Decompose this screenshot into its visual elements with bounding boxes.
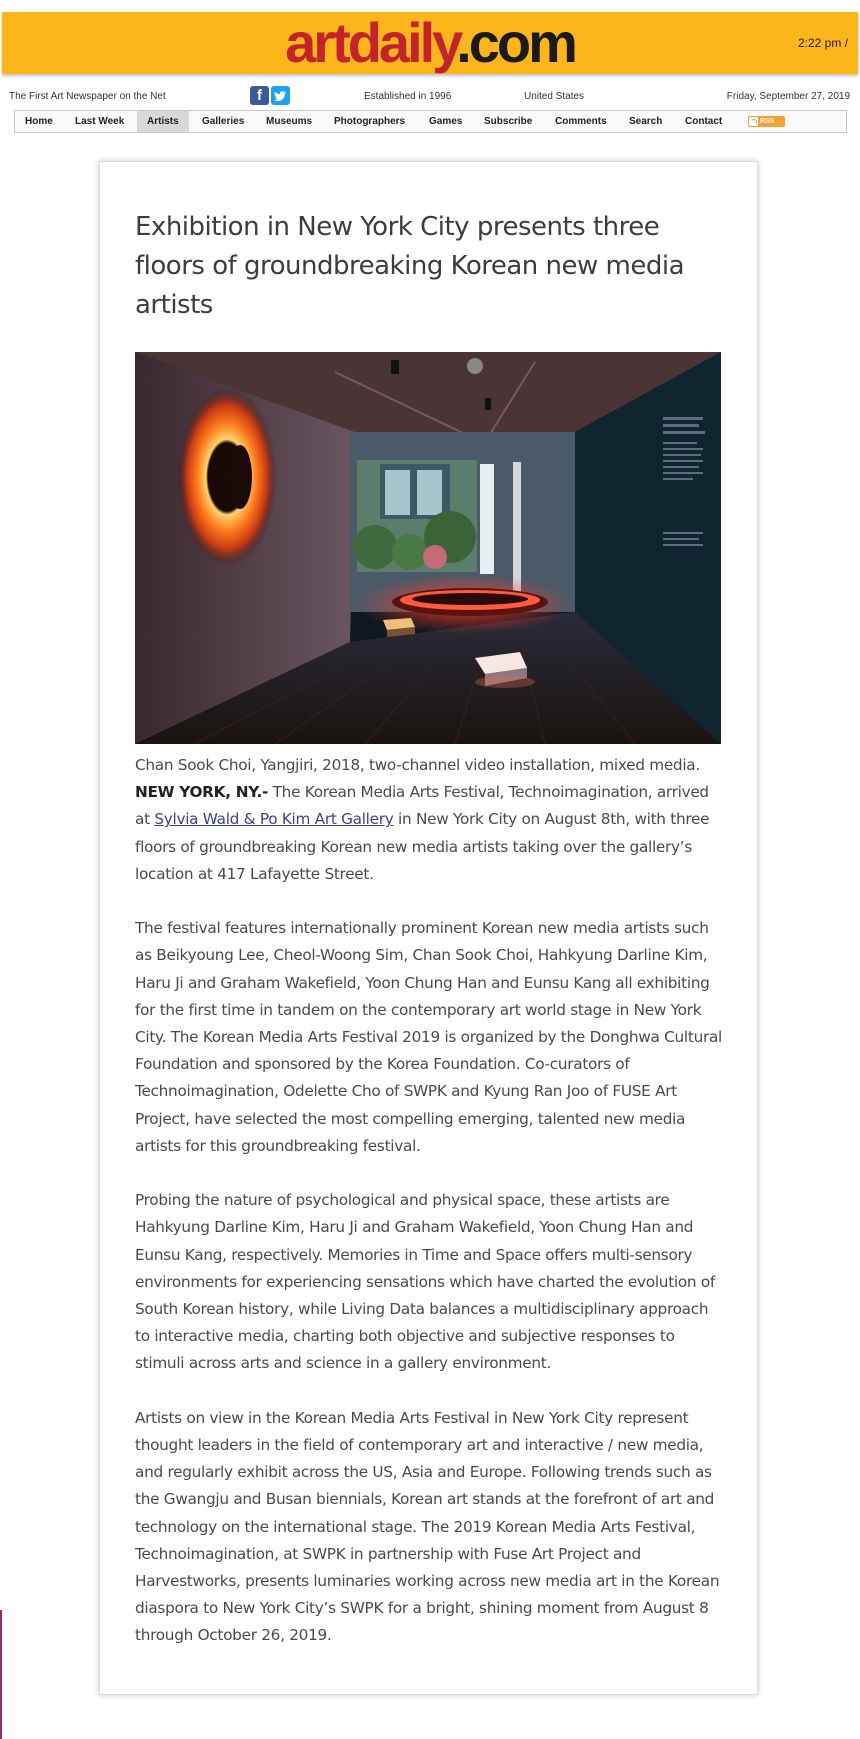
gallery-link[interactable]: Sylvia Wald & Po Kim Art Gallery <box>154 810 394 829</box>
site-logo[interactable] <box>2 11 858 74</box>
country-text: United States <box>524 91 585 102</box>
left-edge-marker <box>0 1610 2 1739</box>
date-text: Friday, September 27, 2019 <box>726 91 850 102</box>
nav-item-photographers[interactable]: Photographers <box>334 116 406 127</box>
nav-item-subscribe[interactable]: Subscribe <box>484 116 533 127</box>
gallery-installation-photo <box>135 352 721 744</box>
site-header <box>0 0 860 78</box>
info-bar <box>0 84 860 106</box>
nav-item-comments[interactable]: Comments <box>555 116 607 127</box>
nav-item-search[interactable]: Search <box>629 116 663 127</box>
logo-text-artdaily: artdaily <box>285 11 457 74</box>
image-caption: Chan Sook Choi, Yangjiri, 2018, two-channel video installation, mixed media. <box>135 756 700 774</box>
nav-item-home[interactable]: Home <box>25 116 53 127</box>
twitter-icon[interactable] <box>271 86 290 105</box>
article-image[interactable] <box>135 352 721 744</box>
tagline: The First Art Newspaper on the Net <box>9 91 166 102</box>
nav-item-contact[interactable]: Contact <box>685 116 723 127</box>
rss-label: RSS <box>760 118 775 125</box>
nav-item-artists[interactable]: Artists <box>137 111 189 132</box>
current-time: 2:22 pm / <box>797 36 848 50</box>
nav-item-last-week[interactable]: Last Week <box>75 116 125 127</box>
article-paragraph-3: Probing the nature of psychological and physical space, these artists are Hahkyung Darline Kim, Haru Ji and Graham Wakefield, Yoon Chung Han and Eunsu Kang, respectively. Memories in Time and Space offers multi-sensory environments for experiencing sensations which have charted the evolution of South Korean history, while Living Data balances a multidisciplinary approach to interactive media, charting both objective and subjective responses to stimuli across arts and science in a gallery environment. <box>135 1191 716 1373</box>
established-text: Established in 1996 <box>364 91 452 102</box>
article-paragraph-4: Artists on view in the Korean Media Arts Festival in New York City represent thought leaders in the field of contemporary art and interactive / new media, and regularly exhibit across the US, Asia and Europe. Following trends such as the Gwangju and Busan biennials, Korean art stands at the forefront of art and technology on the international stage. The 2019 Korean Media Arts Festival, Technoimagination, at SWPK in partnership with Fuse Art Project and Harvestworks, presents luminaries working across new media art in the Korean diaspora to New York City’s SWPK for a bright, shining moment from August 8 through October 26, 2019. <box>135 1408 720 1645</box>
nav-item-museums[interactable]: Museums <box>266 116 313 127</box>
paragraph-1-text-a: The Korean Media Arts Festival, Technoimagination, arrived at <box>135 783 709 829</box>
rss-button[interactable] <box>748 116 785 127</box>
rss-icon <box>749 117 758 126</box>
nav-item-galleries[interactable]: Galleries <box>202 116 245 127</box>
dateline: NEW YORK, NY.- <box>135 783 269 802</box>
article-card <box>99 161 758 1695</box>
paragraph-1-text-b: in New York City on August 8th, with three floors of groundbreaking Korean new media artists taking over the gallery’s location at 417 Lafayette Street. <box>135 810 710 883</box>
logo-text-com: .com <box>456 11 575 74</box>
article-paragraph-2: The festival features internationally prominent Korean new media artists such as Beikyoung Lee, Cheol-Woong Sim, Chan Sook Choi, Hahkyung Darline Kim, Haru Ji and Graham Wakefield, Yoon Chung Han and Eunsu Kang all exhibiting for the first time in tandem on the contemporary art world stage in New York City. The Korean Media Arts Festival 2019 is organized by the Donghwa Cultural Foundation and sponsored by the Korea Foundation. Co-curators of Technoimagination, Odelette Cho of SWPK and Kyung Ran Joo of FUSE Art Project, have selected the most compelling emerging, talented new media artists for this groundbreaking festival. <box>135 919 722 1155</box>
facebook-icon[interactable]: f <box>250 86 269 105</box>
article-body <box>135 752 725 1677</box>
article-paragraph-1 <box>135 752 725 888</box>
logo-banner <box>2 12 858 74</box>
article-title: Exhibition in New York City presents three floors of groundbreaking Korean new media artists <box>135 212 685 320</box>
main-nav <box>14 110 847 133</box>
nav-item-games[interactable]: Games <box>429 116 463 127</box>
